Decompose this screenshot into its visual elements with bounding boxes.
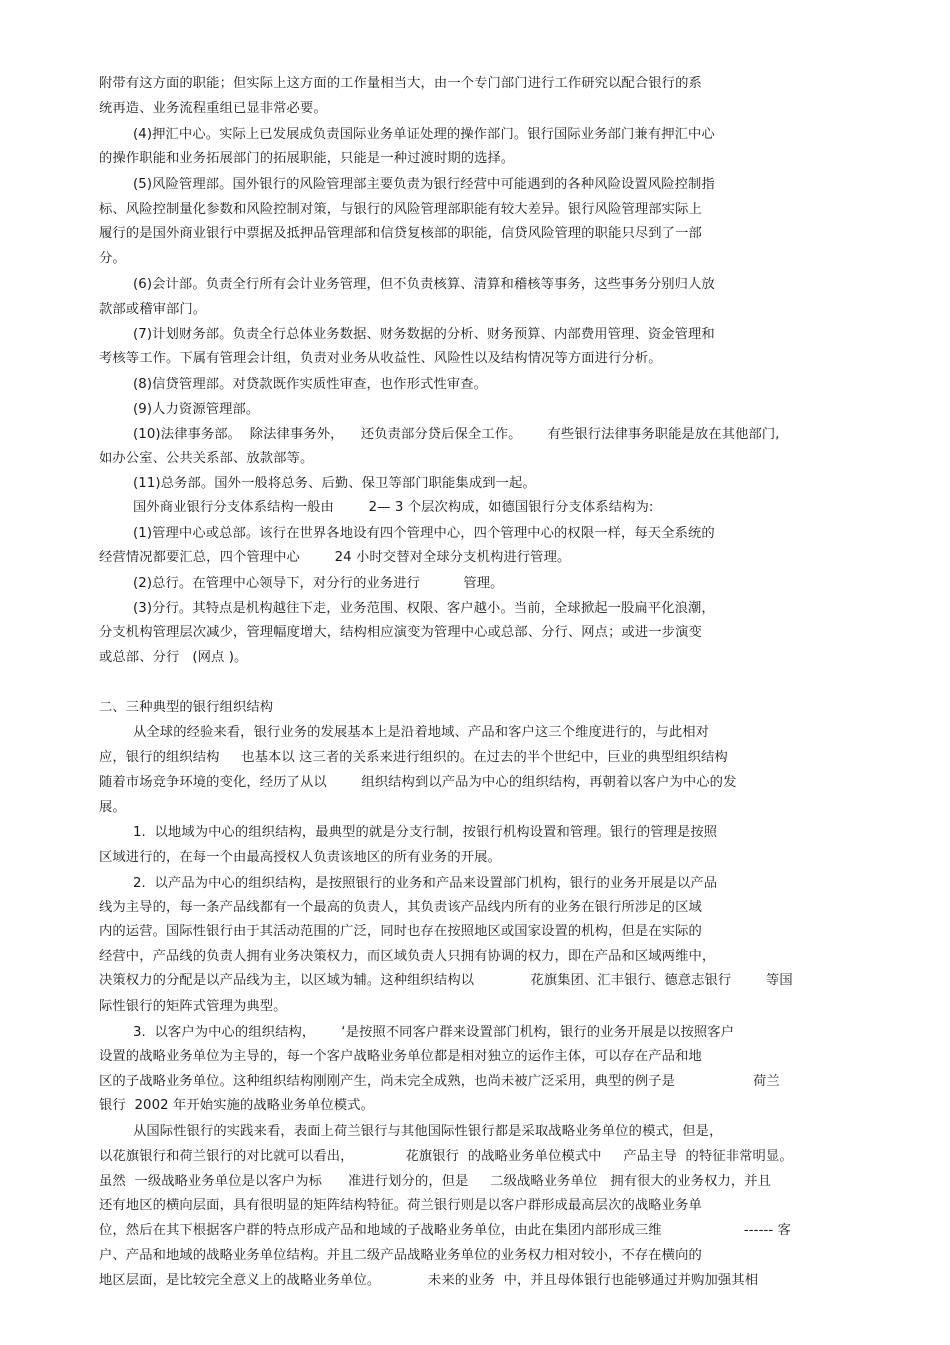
section-heading: 二、三种典型的银行组织结构	[99, 700, 274, 715]
text-line: 标、风险控制量化参数和风险控制对策，与银行的风险管理部职能有较大差异。银行风险管理部实际上	[99, 202, 702, 217]
text-line: 随着市场竞争环境的变化，经历了从以 组织结构到以产品为中心的组织结构，再朝着以客户为中心的发	[99, 775, 737, 790]
text-line: (7)计划财务部。负责全行总体业务数据、财务数据的分析、财务预算、内部费用管理、资金管理和	[133, 327, 715, 342]
text-line: (4)押汇中心。实际上已发展成负责国际业务单证处理的操作部门。银行国际业务部门兼有押汇中心	[133, 127, 715, 142]
text-line: 线为主导的，每一条产品线都有一个最高的负责人，其负责该产品线内所有的业务在银行所涉足的区域	[99, 900, 702, 915]
text-line: 际性银行的矩阵式管理为典型。	[99, 999, 287, 1014]
text-line: 经营情况都要汇总，四个管理中心 24 小时交替对全球分支机构进行管理。	[99, 550, 571, 565]
text-line: 以花旗银行和荷兰银行的对比就可以看出， 花旗银行 的战略业务单位模式中 产品主导 的特征非常明显。	[99, 1149, 793, 1164]
text-line: 款部或稽审部门。	[99, 302, 207, 317]
text-line: 分。	[99, 251, 126, 266]
text-line: 或总部、分行 (网点 )。	[99, 650, 248, 665]
text-line: 设置的战略业务单位为主导的，每一个客户战略业务单位都是相对独立的运作主体，可以存在产品和地	[99, 1049, 702, 1064]
text-line: 经营中，产品线的负责人拥有业务决策权力，而区域负责人只拥有协调的权力，即在产品和区域两维中，	[99, 949, 716, 964]
text-line: (1)管理中心或总部。该行在世界各地设有四个管理中心，四个管理中心的权限一样，每天全系统的	[133, 526, 715, 541]
text-line: 户、产品和地域的战略业务单位结构。并且二级产品战略业务单位的业务权力相对较小，不存在横向的	[99, 1248, 702, 1263]
text-line: (9)人力资源管理部。	[133, 402, 260, 417]
text-line: 的操作职能和业务拓展部门的拓展职能，只能是一种过渡时期的选择。	[99, 151, 515, 166]
text-line: 还有地区的横向层面，具有很明显的矩阵结构特征。荷兰银行则是以客户群形成最高层次的战略业务单	[99, 1198, 702, 1213]
text-line: 从全球的经验来看，银行业务的发展基本上是沿着地域、产品和客户这三个维度进行的，与此相对	[133, 725, 710, 740]
text-line: 从国际性银行的实践来看，表面上荷兰银行与其他国际性银行都是采取战略业务单位的模式，但是，	[133, 1124, 723, 1139]
text-line: 2. 以产品为中心的组织结构，是按照银行的业务和产品来设置部门机构，银行的业务开展是以产品	[133, 876, 718, 891]
text-line: (2)总行。在管理中心领导下，对分行的业务进行 管理。	[133, 576, 504, 591]
text-line: 位，然后在其下根据客户群的特点形成产品和地域的子战略业务单位，由此在集团内部形成三维 ------ 客	[99, 1223, 791, 1238]
text-line: (6)会计部。负责全行所有会计业务管理，但不负责核算、清算和稽核等事务，这些事务分别归人放	[133, 277, 715, 292]
text-line: 国外商业银行分支体系结构一般由 2— 3 个层次构成，如德国银行分支体系结构为:	[133, 500, 654, 515]
text-line: (10)法律事务部。 除法律事务外， 还负责部分贷后保全工作。 有些银行法律事务职能是放在其他部门,	[133, 427, 780, 442]
text-line: 应，银行的组织结构 也基本以 这三者的关系来进行组织的。在过去的半个世纪中，巨业的典型组织结构	[99, 750, 728, 765]
text-line: 地区层面，是比较完全意义上的战略业务单位。 未来的业务 中，并且母体银行也能够通过并购加强其相	[99, 1273, 759, 1288]
text-line: 区域进行的，在每一个由最高授权人负责该地区的所有业务的开展。	[99, 850, 501, 865]
text-line: 展。	[99, 800, 126, 815]
text-line: (3)分行。其特点是机构越往下走，业务范围、权限、客户越小。当前，全球掀起一股扁平化浪潮，	[133, 601, 715, 616]
text-line: 统再造、业务流程重组已显非常必要。	[99, 101, 327, 116]
text-line: 虽然 一级战略业务单位是以客户为标 准进行划分的，但是 二级战略业务单位 拥有很大的业务权力，并且	[99, 1174, 772, 1189]
text-line: 决策权力的分配是以产品线为主，以区域为辅。这种组织结构以 花旗集团、汇丰银行、德意志银行 等国	[99, 973, 793, 988]
text-line: 1. 以地域为中心的组织结构，最典型的就是分支行制，按银行机构设置和管理。银行的管理是按照	[133, 825, 718, 840]
text-line: 附带有这方面的职能；但实际上这方面的工作量相当大，由一个专门部门进行工作研究以配合银行的系	[99, 76, 702, 91]
text-line: (5)风险管理部。国外银行的风险管理部主要负责为银行经营中可能遇到的各种风险设置风险控制指	[133, 177, 715, 192]
text-line: 考核等工作。下属有管理会计组，负责对业务从收益性、风险性以及结构情况等方面进行分析。	[99, 351, 662, 366]
text-line: (11)总务部。国外一般将总务、后勤、保卫等部门职能集成到一起。	[133, 476, 536, 491]
text-line: 银行 2002 年开始实施的战略业务单位模式。	[99, 1098, 374, 1113]
text-line: 履行的是国外商业银行中票据及抵押品管理部和信贷复核部的职能，信贷风险管理的职能只尽到了一部	[99, 226, 702, 241]
text-line: 分支机构管理层次减少，管理幅度增大，结构相应演变为管理中心或总部、分行、网点；或进一步演变	[99, 625, 702, 640]
text-line: 3. 以客户为中心的组织结构， ‘是按照不同客户群来设置部门机构，银行的业务开展是以按照客户	[133, 1025, 735, 1040]
text-line: 如办公室、公共关系部、放款部等。	[99, 451, 314, 466]
text-line: (8)信贷管理部。对贷款既作实质性审查，也作形式性审查。	[133, 377, 488, 392]
text-line: 内的运营。国际性银行由于其活动范围的广泛，同时也存在按照地区或国家设置的机构，但是在实际的	[99, 924, 702, 939]
text-line: 区的子战略业务单位。这种组织结构刚刚产生，尚未完全成熟，也尚未被广泛采用，典型的例子是 荷兰	[99, 1074, 780, 1089]
